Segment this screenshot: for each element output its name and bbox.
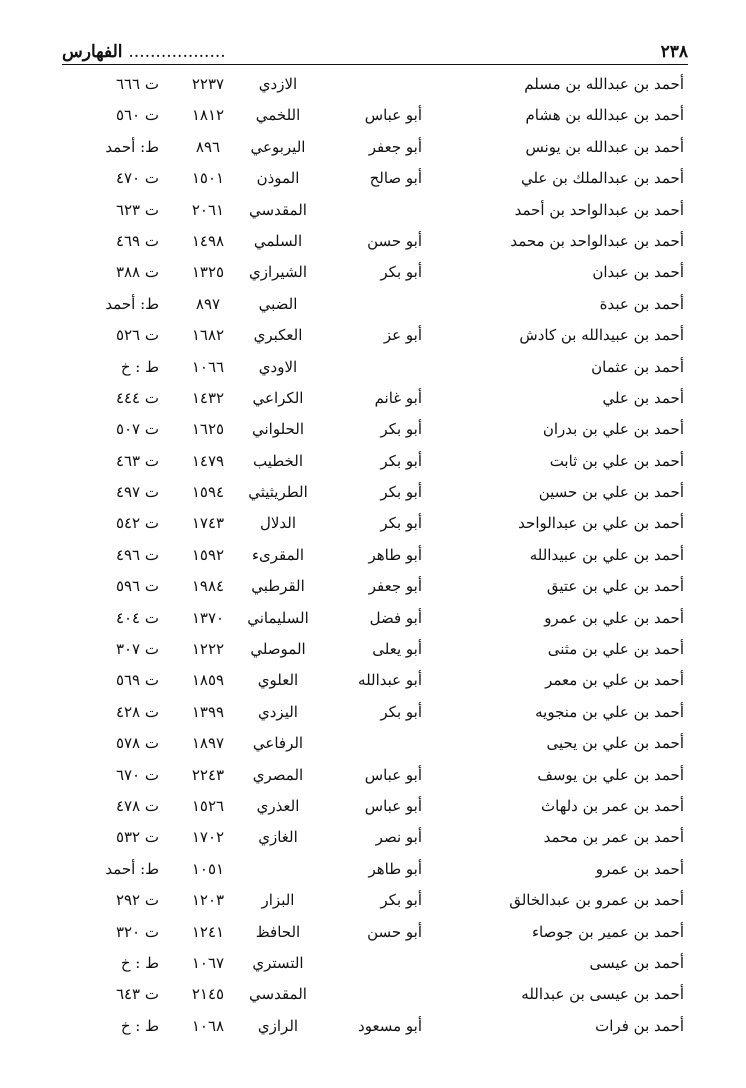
entry-nisba: السلمي — [253, 231, 303, 250]
entry-kunya — [326, 195, 422, 226]
entry-reference: ت ٤٠٤ — [115, 608, 159, 627]
entry-kunya: أبو صالح — [369, 169, 422, 188]
entry-name: أحمد بن علي بن عمرو — [544, 608, 684, 627]
entry-number: ١٧٠٢ — [191, 828, 225, 847]
entry-name: أحمد بن عمر بن دلهاث — [541, 796, 684, 815]
entry-reference: ط: أحمد — [105, 137, 159, 156]
index-row — [0, 603, 746, 634]
entry-kunya: أبو عبدالله — [358, 671, 422, 690]
entry-number: ١٥٩٢ — [191, 545, 225, 564]
entry-name: أحمد بن علي بن يوسف — [537, 765, 684, 784]
entry-nisba: الكراعي — [252, 388, 304, 407]
entry-name: أحمد بن عبدالواحد بن أحمد — [514, 200, 684, 219]
entry-kunya: أبو مسعود — [358, 1016, 422, 1035]
entry-reference: ت ٣٢٠ — [115, 922, 159, 941]
entry-name: أحمد بن عبدة — [599, 294, 684, 313]
entry-name: أحمد بن عبدالله بن مسلم — [524, 75, 684, 93]
entry-reference: ت ٦٧٠ — [115, 765, 159, 784]
entry-reference: ت ٥٦٠ — [115, 106, 159, 125]
entry-nisba: العلوي — [257, 671, 299, 690]
entry-number: ١٨٥٩ — [191, 671, 225, 690]
index-row — [0, 100, 746, 131]
entry-number: ٢١٤٥ — [191, 985, 225, 1004]
entry-name: أحمد بن عبيدالله بن كادش — [519, 326, 684, 345]
entry-reference: ت ٤٢٨ — [115, 702, 159, 721]
entry-name: أحمد بن عمرو بن عبدالخالق — [509, 891, 684, 910]
entry-name: أحمد بن عبدالواحد بن محمد — [510, 231, 684, 250]
entry-nisba: الخطيب — [253, 451, 303, 470]
dotted-leader: .................. — [128, 42, 226, 62]
entry-name: أحمد بن عبدالله بن هشام — [525, 106, 684, 125]
entry-nisba: الرازي — [257, 1016, 299, 1035]
entry-kunya: أبو بكر — [380, 891, 422, 910]
entry-kunya: أبو بكر — [380, 514, 422, 533]
entry-name: أحمد بن علي بن مثنى — [547, 640, 684, 659]
entry-nisba: العكبري — [253, 326, 303, 345]
entry-number: ١٣٧٠ — [191, 608, 225, 627]
entry-name: أحمد بن علي بن منجويه — [535, 702, 684, 721]
entry-name: أحمد بن علي بن يحيى — [546, 734, 684, 753]
entry-number: ٢٠٦١ — [191, 200, 225, 219]
index-row — [0, 477, 746, 508]
entry-reference: ت ٥٤٢ — [115, 514, 159, 533]
entry-number: ١٤٩٨ — [191, 231, 225, 250]
entry-nisba: اللخمي — [255, 106, 301, 125]
entry-kunya: أبو نصر — [375, 828, 422, 847]
entry-reference: ت ٦٤٣ — [115, 985, 159, 1004]
index-row — [0, 540, 746, 571]
entry-name: أحمد بن عمير بن جوصاء — [531, 922, 684, 941]
entry-reference: ت ٦٢٣ — [115, 200, 159, 219]
entry-name: أحمد بن عبدان — [592, 263, 684, 282]
entry-name: أحمد بن عيسى — [589, 953, 684, 972]
entry-kunya — [326, 69, 422, 100]
entry-name: أحمد بن فرات — [595, 1016, 684, 1035]
index-row — [0, 917, 746, 948]
index-row — [0, 760, 746, 791]
entry-reference: ت ٥٢٦ — [115, 326, 159, 345]
entry-number: ١٥٩٤ — [191, 483, 225, 502]
index-row — [0, 665, 746, 696]
index-row — [0, 948, 746, 979]
entry-reference: ت ٥٩٦ — [115, 577, 159, 596]
entry-nisba: القرطبي — [251, 577, 305, 596]
entry-number: ١٠٥١ — [191, 859, 225, 878]
index-row — [0, 163, 746, 194]
entry-nisba: الموصلي — [250, 640, 306, 659]
entry-kunya — [326, 728, 422, 759]
entry-name: أحمد بن علي بن حسين — [538, 483, 684, 502]
entry-number: ١٧٤٣ — [191, 514, 225, 533]
entry-number: ١٢٠٣ — [191, 891, 225, 910]
entry-name: أحمد بن عمرو — [595, 859, 684, 878]
index-row — [0, 320, 746, 351]
entry-reference: ط : خ — [120, 953, 159, 972]
entry-kunya — [326, 979, 422, 1010]
entry-kunya: أبو عز — [383, 326, 422, 345]
entry-nisba: الطريثيثي — [248, 483, 308, 502]
entry-reference: ت ٤٦٩ — [115, 231, 159, 250]
entry-reference: ت ٥٦٩ — [115, 671, 159, 690]
entry-nisba: التستري — [252, 953, 304, 972]
index-row — [0, 885, 746, 916]
entry-kunya: أبو بكر — [380, 263, 422, 282]
entry-nisba: الغازي — [258, 828, 298, 847]
entry-nisba: المقدسي — [249, 985, 307, 1004]
entry-number: ١٤٧٩ — [191, 451, 225, 470]
index-row — [0, 195, 746, 226]
entry-kunya: أبو بكر — [380, 451, 422, 470]
entry-reference: ط : خ — [120, 1016, 159, 1035]
index-row — [0, 132, 746, 163]
entry-kunya: أبو غانم — [374, 388, 422, 407]
entry-number: ٨٩٧ — [195, 294, 221, 313]
entry-nisba: الاودي — [258, 357, 298, 376]
index-row — [0, 728, 746, 759]
entry-kunya: أبو طاهر — [368, 545, 422, 564]
entry-nisba: الازدي — [258, 75, 298, 93]
entry-reference: ت ٤٩٧ — [115, 483, 159, 502]
entry-kunya: أبو حسن — [367, 231, 422, 250]
entry-nisba: العذري — [256, 796, 300, 815]
entry-kunya — [326, 948, 422, 979]
entry-reference: ت ٤٩٦ — [115, 545, 159, 564]
entry-kunya: أبو جعفر — [368, 577, 422, 596]
entry-nisba: الحلواني — [252, 420, 304, 439]
entry-kunya: أبو حسن — [367, 922, 422, 941]
entry-nisba: الشيرازي — [248, 263, 308, 282]
entry-reference: ت ٥٠٧ — [115, 420, 159, 439]
entry-number: ٢٢٤٣ — [191, 765, 225, 784]
index-row — [0, 1011, 746, 1042]
index-table — [0, 69, 746, 1042]
index-row — [0, 854, 746, 885]
entry-nisba: الموذن — [256, 169, 300, 188]
entry-reference: ت ٣٠٧ — [115, 640, 159, 659]
page-title — [62, 42, 226, 62]
entry-reference: ت ٦٦٦ — [115, 75, 159, 93]
entry-nisba: اليربوعي — [250, 137, 306, 156]
entry-name: أحمد بن علي بن عتيق — [546, 577, 684, 596]
entry-nisba: المقدسي — [249, 200, 307, 219]
entry-kunya: أبو عباس — [364, 106, 422, 125]
entry-name: أحمد بن علي — [602, 388, 684, 407]
entry-reference: ت ٤٧٨ — [115, 796, 159, 815]
entry-name: أحمد بن علي بن معمر — [545, 671, 684, 690]
entry-kunya: أبو طاهر — [368, 859, 422, 878]
entry-nisba: الرفاعي — [252, 734, 304, 753]
index-row — [0, 446, 746, 477]
entry-reference: ط : خ — [120, 357, 159, 376]
entry-name: أحمد بن علي بن ثابت — [549, 451, 684, 470]
entry-name: أحمد بن عثمان — [591, 357, 684, 376]
page-number: ٢٣٨ — [660, 42, 688, 62]
entry-kunya: أبو عباس — [364, 765, 422, 784]
entry-number: ١٨٩٧ — [191, 734, 225, 753]
index-row — [0, 289, 746, 320]
index-row — [0, 352, 746, 383]
index-row — [0, 414, 746, 445]
entry-number: ١٦٨٢ — [191, 326, 225, 345]
entry-reference: ت ٤٦٣ — [115, 451, 159, 470]
index-row — [0, 571, 746, 602]
entry-number: ١٠٦٦ — [191, 357, 225, 376]
entry-reference: ط: أحمد — [105, 294, 159, 313]
entry-number: ١٢٤١ — [191, 922, 225, 941]
entry-reference: ت ٥٧٨ — [115, 734, 159, 753]
entry-nisba: الحافظ — [255, 922, 301, 941]
entry-name: أحمد بن علي بن عبيدالله — [529, 545, 684, 564]
entry-name: أحمد بن علي بن بدران — [542, 420, 684, 439]
entry-reference: ت ٢٩٢ — [115, 891, 159, 910]
entry-kunya: أبو فضل — [369, 608, 422, 627]
entry-kunya — [326, 289, 422, 320]
index-row — [0, 697, 746, 728]
entry-name: أحمد بن عبدالملك بن علي — [520, 169, 684, 188]
entry-nisba: المصري — [252, 765, 304, 784]
entry-kunya: أبو بكر — [380, 483, 422, 502]
entry-number: ١٨١٢ — [191, 106, 225, 125]
entry-kunya: أبو عباس — [364, 796, 422, 815]
entry-number: ١٥٢٦ — [191, 796, 225, 815]
index-row — [0, 508, 746, 539]
entry-number: ١٣٢٥ — [191, 263, 225, 282]
entry-kunya: أبو بكر — [380, 702, 422, 721]
entry-number: ١٢٢٢ — [191, 640, 225, 659]
index-row — [0, 822, 746, 853]
section-title: الفهارس — [62, 42, 123, 62]
entry-nisba: البزار — [261, 891, 295, 910]
index-row — [0, 791, 746, 822]
index-row — [0, 979, 746, 1010]
entry-number: ١٩٨٤ — [191, 577, 225, 596]
entry-kunya — [326, 352, 422, 383]
entry-reference: ط: أحمد — [105, 859, 159, 878]
index-row — [0, 69, 746, 100]
entry-nisba: السليماني — [247, 608, 309, 627]
entry-kunya: أبو جعفر — [368, 137, 422, 156]
entry-reference: ت ٤٤٤ — [115, 388, 159, 407]
entry-number: ١٣٩٩ — [191, 702, 225, 721]
entry-name: أحمد بن عمر بن محمد — [543, 828, 684, 847]
entry-nisba: الضبي — [258, 294, 298, 313]
entry-number: ٢٢٣٧ — [191, 75, 225, 93]
page-header — [62, 38, 688, 65]
index-row — [0, 634, 746, 665]
entry-number: ١٠٦٨ — [191, 1016, 225, 1035]
entry-nisba: الدلال — [259, 514, 297, 533]
entry-name: أحمد بن علي بن عبدالواحد — [518, 514, 684, 533]
entry-name: أحمد بن عبدالله بن يونس — [525, 137, 684, 156]
entry-reference: ت ٤٧٠ — [115, 169, 159, 188]
entry-reference: ت ٥٣٢ — [115, 828, 159, 847]
entry-number: ٨٩٦ — [195, 137, 221, 156]
index-row — [0, 257, 746, 288]
entry-kunya: أبو يعلى — [372, 640, 422, 659]
entry-number: ١٥٠١ — [191, 169, 225, 188]
entry-number: ١٦٢٥ — [191, 420, 225, 439]
index-row — [0, 226, 746, 257]
entry-nisba: المقرىء — [251, 545, 305, 564]
index-row — [0, 383, 746, 414]
entry-reference: ت ٣٨٨ — [115, 263, 159, 282]
entry-name: أحمد بن عيسى بن عبدالله — [521, 985, 684, 1004]
entry-nisba: اليزدي — [258, 702, 298, 721]
entry-number: ١٤٣٢ — [191, 388, 225, 407]
entry-number: ١٠٦٧ — [191, 953, 225, 972]
entry-kunya: أبو بكر — [380, 420, 422, 439]
